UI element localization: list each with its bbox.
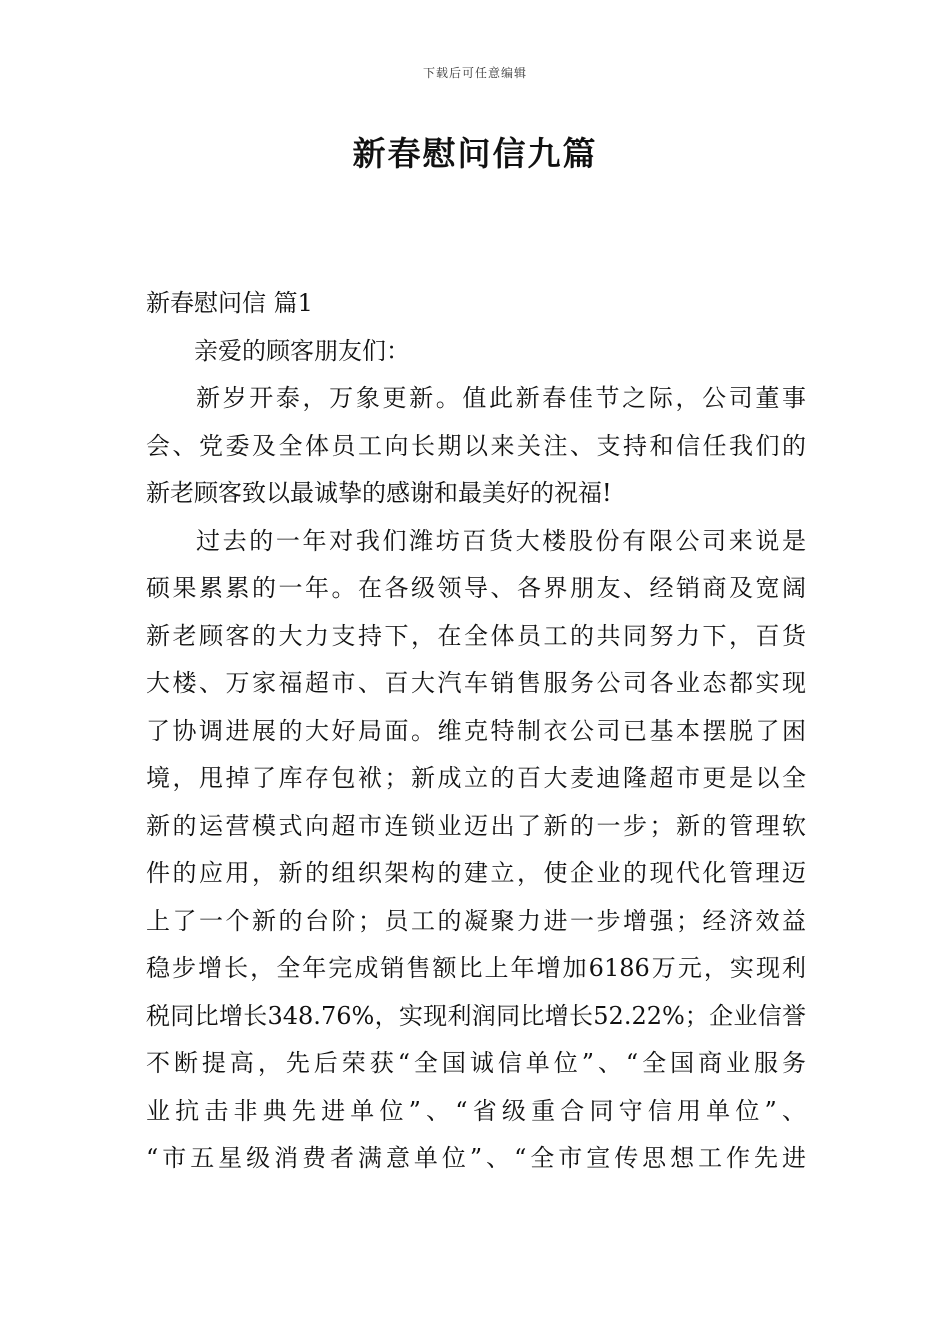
paragraph-line: 境，甩掉了库存包袱；新成立的百大麦迪隆超市更是以全 xyxy=(146,764,806,792)
document-title: 新春慰问信九篇 xyxy=(352,134,598,173)
section-heading: 新春慰问信 篇1 xyxy=(146,289,313,317)
paragraph-line: 不断提高，先后荣获“全国诚信单位”、“全国商业服务 xyxy=(146,1049,806,1077)
paragraph-line: 新老顾客致以最诚挚的感谢和最美好的祝福! xyxy=(146,479,612,507)
paragraph-line: “市五星级消费者满意单位”、“全市宣传思想工作先进 xyxy=(146,1144,806,1172)
paragraph-line: 件的应用，新的组织架构的建立，使企业的现代化管理迈 xyxy=(146,859,806,887)
header-note: 下载后可任意编辑 xyxy=(422,66,527,80)
paragraph-1 xyxy=(146,375,806,518)
paragraph-line: 大楼、万家福超市、百大汽车销售服务公司各业态都实现 xyxy=(146,669,806,697)
paragraph-line: 硕果累累的一年。在各级领导、各界朋友、经销商及宽阔 xyxy=(146,574,806,602)
paragraph-line: 过去的一年对我们潍坊百货大楼股份有限公司来说是 xyxy=(196,526,806,555)
paragraph-line: 上了一个新的台阶；员工的凝聚力进一步增强；经济效益 xyxy=(146,906,806,935)
paragraph-line: 会、党委及全体员工向长期以来关注、支持和信任我们的 xyxy=(146,431,806,460)
paragraph-line: 新老顾客的大力支持下，在全体员工的共同努力下，百货 xyxy=(146,621,806,650)
paragraph-line: 新的运营模式向超市连锁业迈出了新的一步；新的管理软 xyxy=(146,811,806,840)
paragraph-line: 业抗击非典先进单位”、“省级重合同守信用单位”、 xyxy=(146,1096,806,1125)
paragraph-line: 稳步增长，全年完成销售额比上年增加6186万元，实现利 xyxy=(146,954,806,982)
document-body xyxy=(146,280,806,1183)
salutation: 亲爱的顾客朋友们： xyxy=(194,336,410,365)
paragraph-2 xyxy=(146,518,806,1183)
paragraph-line: 新岁开泰，万象更新。值此新春佳节之际，公司董事 xyxy=(196,384,806,412)
paragraph-line: 了协调进展的大好局面。维克特制衣公司已基本摆脱了困 xyxy=(146,716,806,745)
paragraph-line: 税同比增长348.76%，实现利润同比增长52.22%；企业信誉 xyxy=(146,1001,806,1030)
